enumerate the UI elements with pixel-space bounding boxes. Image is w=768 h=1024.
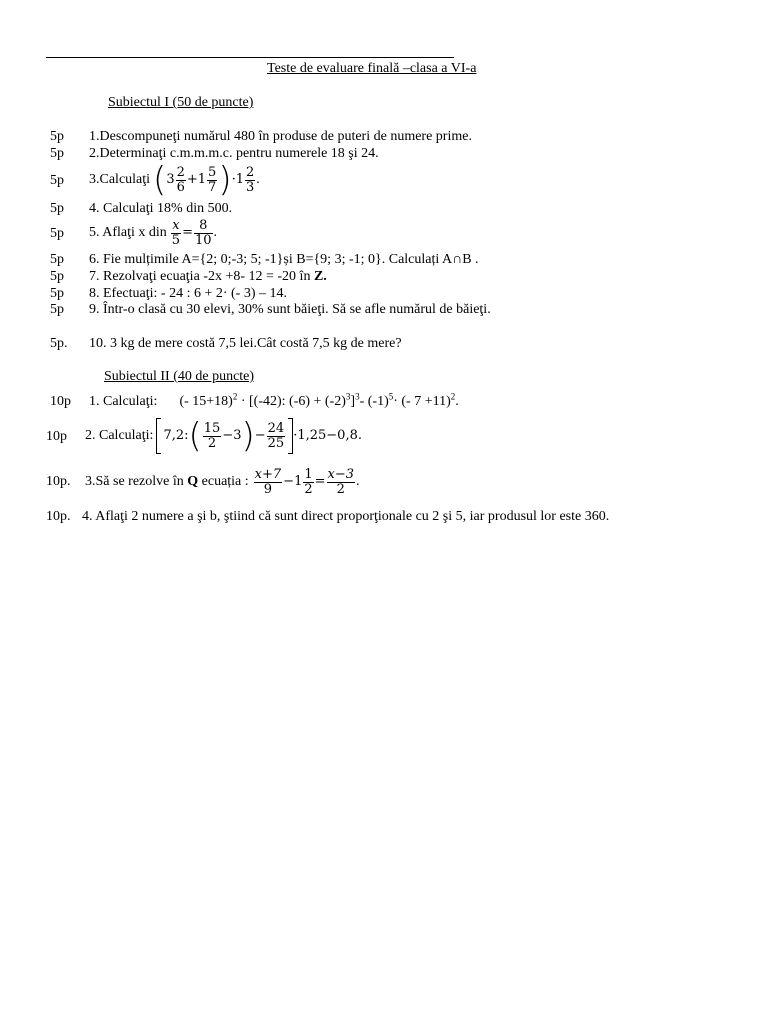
s2-points-2: 10p bbox=[46, 429, 67, 444]
equals-sign: = bbox=[182, 225, 193, 240]
minus-sign: − bbox=[254, 428, 266, 443]
s2-points-4: 10p. bbox=[46, 509, 71, 524]
s1-points-8: 5p bbox=[50, 286, 64, 301]
s2-item-2 bbox=[85, 416, 362, 456]
s1-item-9: 9. Într-o clasă cu 30 elevi, 30% sunt băieţi. Să se afle numărul de băieţi. bbox=[89, 302, 491, 317]
paren-close: ) bbox=[241, 416, 255, 456]
s1-item-8: 8. Efectuaţi: - 24 : 6 + 2· (- 3) – 14. bbox=[89, 286, 288, 301]
bracket-open bbox=[156, 418, 161, 454]
s1-item-5-suffix: . bbox=[213, 225, 218, 240]
s1-item-3 bbox=[89, 162, 260, 198]
s2-item-3-prefix: 3.Să se rezolve în Q ecuația : bbox=[85, 474, 249, 489]
equals-sign: = bbox=[314, 474, 326, 489]
fraction-1-2: $\frac{1}{2}$ bbox=[304, 466, 313, 497]
s1-item-7: 7. Rezolvaţi ecuaţia -2x +8- 12 = -20 în Z. bbox=[89, 269, 327, 284]
fraction-1: $\frac{2}{6}$ bbox=[176, 164, 185, 195]
fraction-15-2: $\frac{15}{2}$ bbox=[203, 420, 221, 451]
header-rule bbox=[46, 57, 454, 58]
paren-open: ( bbox=[153, 160, 167, 200]
s2-item-4: 4. Aflaţi 2 numere a şi b, ştiind că sunt direct proporţionale cu 2 şi 5, iar produsul lor este 360. bbox=[82, 509, 610, 524]
expr-72: 7,2: bbox=[163, 428, 189, 443]
mixed-whole: 3 bbox=[166, 172, 175, 187]
s1-points-7: 5p bbox=[50, 269, 64, 284]
fraction-3: $\frac{2}{3}$ bbox=[246, 164, 255, 195]
fraction-24-25: $\frac{24}{25}$ bbox=[267, 420, 285, 451]
s1-item-2: 2.Determinaţi c.m.m.m.c. pentru numerele 18 şi 24. bbox=[89, 146, 379, 161]
s1-item-3-prefix: 3.Calculaţi bbox=[89, 172, 151, 187]
s2-item-2-prefix: 2. Calculaţi: bbox=[85, 428, 154, 443]
fraction-x7-9: $\frac{x+7}{9}$ bbox=[254, 466, 282, 497]
s1-points-10: 5p. bbox=[50, 336, 68, 351]
s1-points-4: 5p bbox=[50, 201, 64, 216]
s1-item-5-prefix: 5. Aflaţi x din bbox=[89, 225, 167, 240]
times-one: ·1 bbox=[231, 172, 244, 187]
s1-item-3-suffix: . bbox=[256, 172, 260, 187]
plus-one: +1 bbox=[186, 172, 207, 187]
s2-item-1: 1. Calculaţi: (- 15+18)$^2$ · [(-42): $(-6) + (-2)^3]^3-$ $(-1)^5\cdot$ (- 7 +11)$^2$. bbox=[89, 391, 459, 409]
s2-item-3-suffix: . bbox=[356, 474, 360, 489]
s2-points-1: 10p bbox=[50, 394, 71, 409]
s1-points-3: 5p bbox=[50, 173, 64, 188]
section2-title: Subiectul II (40 de puncte) bbox=[104, 369, 255, 384]
minus-three: −3 bbox=[222, 428, 242, 443]
s1-item-6: 6. Fie mulțimile A={2; 0;-3; 5; -1}și B={9; 3; -1; 0}. Calculați A∩B . bbox=[89, 252, 479, 267]
paren-open: ( bbox=[188, 416, 202, 456]
paren-close: ) bbox=[218, 160, 232, 200]
s1-points-5: 5p bbox=[50, 226, 64, 241]
fraction-x3-2: $\frac{x-3}{2}$ bbox=[327, 466, 355, 497]
fraction-x-5: $\frac{x}{5}$ bbox=[171, 217, 181, 248]
fraction-2: $\frac{5}{7}$ bbox=[208, 164, 217, 195]
fraction-8-10: $\frac{8}{10}$ bbox=[194, 217, 212, 248]
s1-item-4: 4. Calculaţi 18% din 500. bbox=[89, 201, 233, 216]
s1-item-1: 1.Descompuneţi numărul 480 în produse de puteri de numere prime. bbox=[89, 129, 472, 144]
section1-title: Subiectul I (50 de puncte) bbox=[108, 95, 254, 110]
s1-points-9: 5p bbox=[50, 302, 64, 317]
page-title: Teste de evaluare finală –clasa a VI-a bbox=[267, 61, 477, 76]
s1-item-5 bbox=[89, 216, 217, 250]
s1-points-2: 5p bbox=[50, 146, 64, 161]
s1-points-6: 5p bbox=[50, 252, 64, 267]
s2-item-3 bbox=[85, 464, 360, 500]
s1-item-10: 10. 3 kg de mere costă 7,5 lei.Cât costă 7,5 kg de mere? bbox=[89, 336, 402, 351]
expr-tail: ·1,25−0,8. bbox=[293, 428, 362, 443]
s2-points-3: 10p. bbox=[46, 474, 71, 489]
s1-points-1: 5p bbox=[50, 129, 64, 144]
minus-one: −1 bbox=[283, 474, 303, 489]
